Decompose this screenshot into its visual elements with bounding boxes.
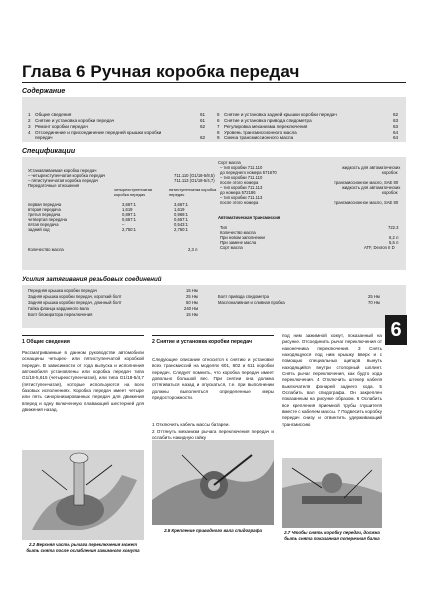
oil-grade-row-value: коробок: [382, 170, 398, 175]
section2-title: 2 Снятие и установка коробки передач: [152, 335, 274, 345]
section1-title: 1 Общие сведения: [22, 335, 144, 345]
col-head-4speed: четырехступенчатая коробка передач: [114, 187, 153, 197]
figure-speedo-drive: [152, 440, 274, 525]
figure-caption: 2.2 Верхняя часть рычага переключения может быть снята после ослабления зажимного хомута: [26, 542, 140, 553]
oil-grade-row-label: после этого номера: [220, 180, 259, 185]
ratio-value-4: 0,657:1: [122, 217, 136, 222]
figure-caption: 2.7 Чтобы снять коробку передач, должна быть снята показанная поперечная балка: [284, 530, 380, 541]
auto-transmission-heading: Автоматическая трансмиссия: [218, 215, 281, 220]
contents-page: 63: [393, 124, 399, 129]
torques-heading: Усилия затягивания резьбовых соединений: [22, 276, 162, 283]
ratio-value-5: 0,969:1: [174, 212, 188, 217]
contents-page: 61: [200, 112, 206, 117]
oil-grade-row-value: жидкость для автоматических: [342, 165, 401, 170]
gearbox-line: Передаточные отношения: [28, 183, 80, 188]
contents-text: Ремонт коробки передач: [35, 124, 88, 129]
gearbox-value: 711.113 (G1/18-5/4,7): [174, 178, 215, 183]
chapter-title: Глава 6 Ручная коробка передач: [22, 62, 300, 81]
contents-num: 9: [217, 135, 220, 140]
ratio-label: пятая передача: [28, 222, 59, 227]
ratio-value-5: 2,750:1: [174, 227, 188, 232]
contents-page: 61: [200, 118, 206, 123]
oil-grade-row-value: трансмиссионное масло, SAE 80: [334, 180, 399, 185]
contents-num: 5: [217, 112, 220, 117]
contents-page: 62: [200, 135, 206, 140]
contents-num: 1: [28, 112, 31, 117]
ratio-value-4: 2,750:1: [122, 227, 136, 232]
ratio-value-4: 1,619: [122, 207, 133, 212]
torque-label: Болт блокиратора переключения: [28, 312, 93, 317]
gearbox-value: 711.110 (G1/18-5/8,5): [174, 173, 215, 178]
torque-label: Маслоналивная и сливная пробка: [218, 300, 285, 305]
contents-text: передач: [35, 135, 53, 140]
specs-heading: Спецификации: [22, 148, 76, 155]
contents-num: 8: [217, 130, 220, 135]
contents-page: 62: [393, 112, 399, 117]
torque-value: 70 Нм: [368, 300, 380, 305]
auto-row-label: Тип: [220, 225, 227, 230]
auto-row-value: 6,2 л: [389, 235, 399, 240]
contents-text: Общие сведения: [35, 112, 72, 117]
oil-grade-row-label: – тип коробки 711.110: [220, 165, 263, 170]
figure-caption: 2.5 Крепление приводного вала спидографа: [164, 528, 262, 533]
contents-num: 3: [28, 124, 31, 129]
auto-row-label: При замене масла: [220, 240, 257, 245]
contents-heading: Содержание: [22, 88, 66, 95]
contents-text: Снятие и установка коробки передач: [35, 118, 115, 123]
contents-text: Снятие и установка задней крышки коробки передач: [224, 112, 337, 117]
oil-grade-row-label: – тип коробки 711.113: [220, 185, 263, 190]
contents-num: 7: [217, 124, 220, 129]
ratio-value-5: 1,619: [174, 207, 185, 212]
ratio-label: первая передача: [28, 202, 62, 207]
ratio-value-5: 0,543:1: [174, 222, 188, 227]
figure-gear-lever: [22, 450, 144, 540]
oil-grade-label: Сорт масла: [218, 160, 241, 165]
auto-row-value: 5,5 л: [389, 240, 399, 245]
oil-grade-row-value: жидкость для автоматических: [342, 185, 401, 190]
torque-value: 240 Нм: [184, 306, 199, 311]
ratio-value-5: 0,657:1: [174, 217, 188, 222]
speedometer-drive-illustration: [152, 440, 274, 525]
torque-value: 15 Нм: [186, 288, 198, 293]
section1-body: Рассматриваемые в данном руководстве автомобили оснащены четырех- или пятиступенчатой коробкой передач. В зависимости от года выпуска и исполнения автомобиля установлены или коробка передач типа G1/18-5,615 (четырехступенчатая), или типа G1/18-5/4,7 (пятиступенчатая), которые используются на всех базовых исполнениях. Коробка передач имеет четыре или пять синхронизированных передач для движения вперед и одну включенную плавающей шестерней для движения назад.: [22, 350, 144, 413]
contents-page: 64: [393, 130, 399, 135]
torque-value: 25 Нм: [368, 294, 380, 299]
ratio-value-4: –: [122, 222, 125, 227]
contents-text: Регулировка механизма переключения: [224, 124, 308, 129]
oil-grade-row-label: до переднего номера 571670: [220, 170, 277, 175]
torque-label: Болт привода спидометра: [218, 294, 269, 299]
figure-crossmember: [282, 458, 382, 528]
torque-value: 15 Нм: [186, 312, 198, 317]
contents-text: Снятие и установка привода спидометра: [224, 118, 312, 123]
gear-lever-illustration: [22, 450, 144, 540]
ratio-label: вторая передача: [28, 207, 61, 212]
contents-text: Уровень трансмиссионного масла: [224, 130, 297, 135]
oil-grade-row-value: трансмиссионное масло, SAE 80: [334, 200, 399, 205]
ratio-value-4: 3,667:1: [122, 202, 136, 207]
oil-grade-row-label: после этого номера: [220, 200, 259, 205]
auto-row-label: Количество масла: [220, 230, 256, 235]
torque-value: 25 Нм: [186, 294, 198, 299]
oil-grade-row-label: – тип коробки 711.110: [220, 175, 263, 180]
section2-continued: под ним зажимной хомут, показанный на рисунке. Отсоединить рычаг переключения от наконечника переключения. 3 Снять находящуюся под ним крышку вверх и с помощью специальных щипцов вынуть находящийся внутри стопорный шплинт. Снять рычаг переключения, как будто хода переключения. 4 Отключить штекер кабеля выключателя фонарей заднего хода. 5 Ослабить вал спидографа. Он закреплен показанным на рисунке образом. 6 Ослабить все крепления приемной трубы глушителя вместе с кабелем массы. 7 Подвесить коробку передач снизу и отвинтить удерживающий трансмиссию: [282, 333, 382, 427]
contents-panel: [22, 97, 406, 142]
chapter-tab-marker: 6: [385, 315, 407, 345]
gearbox-line: Устанавливаемая коробка передач: [28, 168, 97, 173]
contents-text: Смена трансмиссионного масла: [224, 135, 294, 140]
auto-row-value: 722.3: [388, 225, 399, 230]
ratio-label: задний ход: [28, 227, 50, 232]
ratio-value-5: 3,667:1: [174, 202, 188, 207]
torques-panel: [22, 285, 406, 328]
gearbox-line: – пятиступенчатая коробка передач: [28, 178, 99, 183]
torque-label: Задняя крышка коробки передач, длинный болт: [28, 300, 122, 305]
ratio-label: третья передача: [28, 212, 61, 217]
oil-grade-row-value: коробок: [382, 190, 398, 195]
torque-value: 50 Нм: [186, 300, 198, 305]
contents-page: 62: [200, 124, 206, 129]
ratio-value-4: 0,897:1: [122, 212, 136, 217]
torque-label: Задняя крышка коробки передач, короткий болт: [28, 294, 122, 299]
title-rule: [22, 82, 406, 83]
oil-qty-value: 2,3 л: [188, 247, 198, 252]
auto-row-value: ATF, Dexron II D: [364, 245, 395, 250]
section2-body: Следующее описание относится к снятию и установке всех трансмиссий на моделях 601, 602 и 611 коробки передач. Следует помнить, что коробка передач имеет довольно большой вес. При снятии она должна оттягиваться назад и опускаться, т.е. при выполнении должны выполняться определенные меры предосторожности.: [152, 357, 274, 401]
contents-page: 63: [393, 118, 399, 123]
section2-step: 1 Отключить кабель массы батареи.: [152, 422, 230, 427]
gearbox-line: – четырехступенчатая коробка передач: [28, 173, 106, 178]
section2-step: 2 Оттянуть механизм рычага переключения передач и ослабить накидную гайку: [152, 429, 274, 441]
contents-page: 64: [393, 135, 399, 140]
contents-text: Отсоединение и присоединение передней крышки коробки: [35, 130, 162, 135]
torque-label: Гайка фланца карданного вала: [28, 306, 89, 311]
contents-num: 6: [217, 118, 220, 123]
auto-row-label: Сорт масла: [220, 245, 243, 250]
col-head-5speed: пятиступенчатая коробка передач: [169, 187, 217, 197]
specs-panel: [22, 157, 406, 270]
crossmember-illustration: [282, 458, 382, 528]
torque-label: Передняя крышка коробки передач: [28, 288, 97, 293]
ratio-label: четвертая передача: [28, 217, 68, 222]
oil-grade-row-label: до номера 572186: [220, 190, 256, 195]
contents-num: 4: [28, 130, 31, 135]
oil-qty-label: Количество масла: [28, 247, 64, 252]
oil-grade-row-label: – тип коробки 711.113: [220, 195, 263, 200]
contents-num: 2: [28, 118, 31, 123]
auto-row-label: При новом заполнении: [220, 235, 265, 240]
